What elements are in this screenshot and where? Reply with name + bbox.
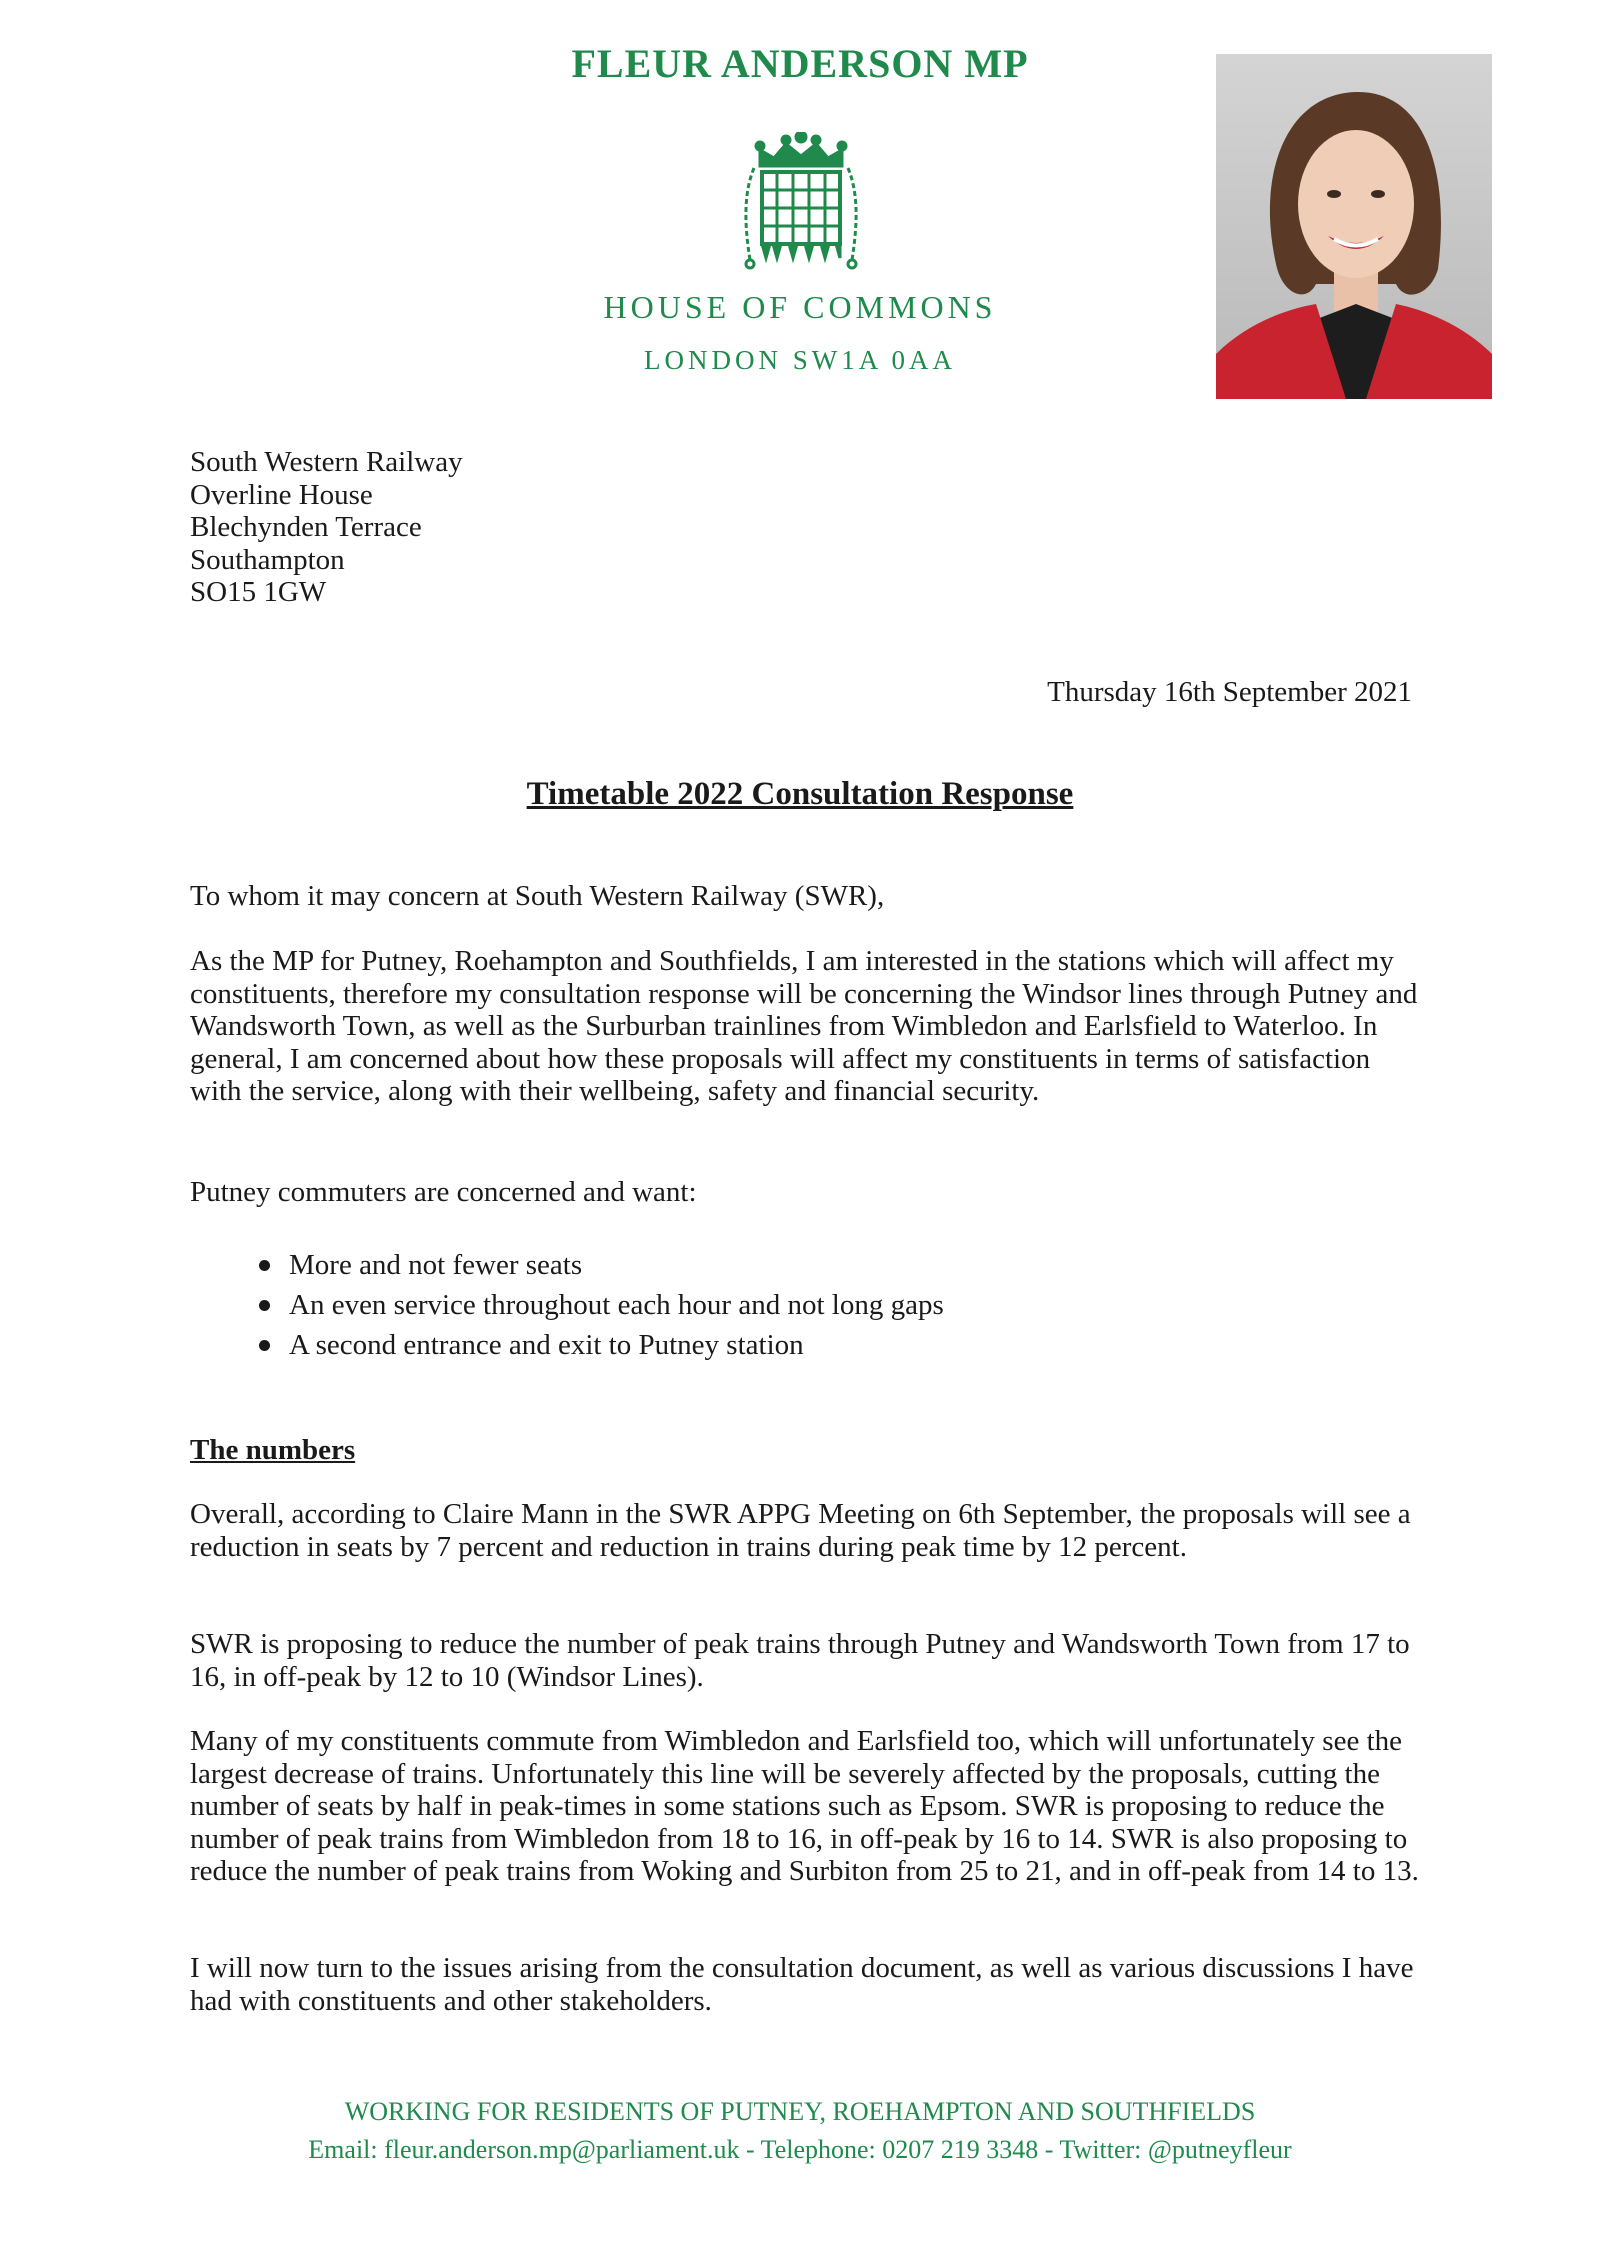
address-line: Overline House (190, 478, 373, 511)
address-line: South Western Railway (190, 446, 463, 478)
mp-portrait-photo (1216, 54, 1492, 399)
paragraph-wimbledon (190, 1725, 1420, 1888)
paragraph-text: I will now turn to the issues arising from the consultation document, as well as various discussions I have had with constituents and other stakeholders. (190, 1952, 1414, 2017)
recipient-address (190, 446, 463, 609)
commuter-wants-list (255, 1245, 944, 1365)
list-item: An even service throughout each hour and not long gaps (255, 1285, 944, 1325)
letter-date: Thursday 16th September 2021 (1047, 676, 1412, 708)
paragraph-commuters (190, 1176, 1420, 1209)
address-line: SO15 1GW (190, 576, 327, 608)
paragraph-overall (190, 1498, 1420, 1563)
list-item: More and not fewer seats (255, 1245, 944, 1285)
paragraph-text: Putney commuters are concerned and want: (190, 1176, 697, 1208)
paragraph-closing (190, 1952, 1420, 2017)
institution-address: LONDON SW1A 0AA (644, 345, 956, 375)
address-line: Blechynden Terrace (190, 511, 422, 543)
footer-contact: Email: fleur.anderson.mp@parliament.uk - Telephone: 0207 219 3348 - Twitter: @putneyfleur (308, 2135, 1292, 2164)
paragraph-text: Overall, according to Claire Mann in the SWR APPG Meeting on 6th September, the proposals will see a reduction in seats by 7 percent and reduction in trains during peak time by 12 percent. (190, 1498, 1411, 1563)
paragraph-intro (190, 945, 1420, 1108)
address-line: Southampton (190, 543, 345, 576)
letter-title: Timetable 2022 Consultation Response (526, 776, 1074, 812)
portcullis-crest-icon (738, 132, 864, 272)
mp-name: FLEUR ANDERSON MP (571, 41, 1029, 86)
paragraph-text: Many of my constituents commute from Wimbledon and Earlsfield too, which will unfortunately see the largest decrease of trains. Unfortunately this line will be severely affected by the proposals, cutting the number of seats by half in peak-times in some stations such as Epsom. SWR is proposing to reduce the number of peak trains from Wimbledon from 18 to 16, in off-peak by 16 to 14. SWR is also proposing to reduce the number of peak trains from Woking and Surbiton from 25 to 21, and in off-peak from 14 to 13. (190, 1725, 1419, 1887)
paragraph-text: SWR is proposing to reduce the number of peak trains through Putney and Wandsworth Town from 17 to 16, in off-peak by 12 to 10 (Windsor Lines). (190, 1628, 1410, 1693)
footer-tagline: WORKING FOR RESIDENTS OF PUTNEY, ROEHAMPTON AND SOUTHFIELDS (344, 2097, 1256, 2126)
paragraph-putney (190, 1628, 1420, 1693)
institution-name: HOUSE OF COMMONS (603, 289, 997, 325)
section-heading: The numbers (190, 1434, 356, 1466)
list-item: A second entrance and exit to Putney station (255, 1325, 944, 1365)
paragraph-text: As the MP for Putney, Roehampton and Southfields, I am interested in the stations which will affect my constituents, therefore my consultation response will be concerning the Windsor lines through Putney and Wandsworth Town, as well as the Surburban trainlines from Wimbledon and Earlsfield to Waterloo. In general, I am concerned about how these proposals will affect my constituents in terms of satisfaction with the service, along with their wellbeing, safety and financial security. (190, 945, 1418, 1107)
salutation: To whom it may concern at South Western Railway (SWR), (190, 880, 885, 912)
